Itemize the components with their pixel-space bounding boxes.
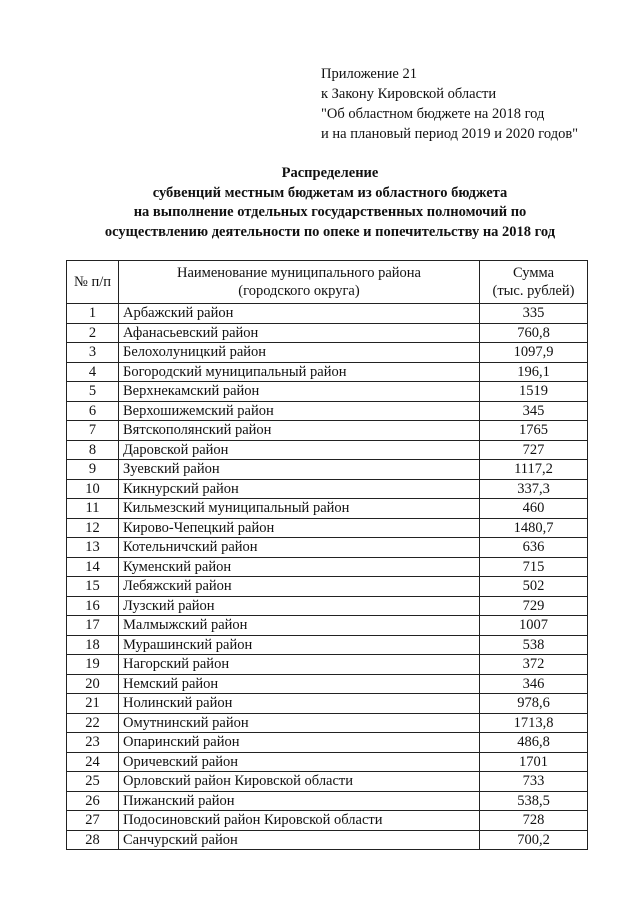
- row-number: 25: [67, 772, 119, 792]
- row-sum-value: 372: [480, 655, 588, 675]
- table-row: [67, 362, 588, 382]
- row-sum-value: 733: [480, 772, 588, 792]
- row-number: 27: [67, 811, 119, 831]
- row-number: 1: [67, 304, 119, 324]
- row-number: 20: [67, 674, 119, 694]
- table-row: [67, 733, 588, 753]
- table-row: [67, 440, 588, 460]
- row-district-name: Лебяжский район: [119, 577, 480, 597]
- row-number: 12: [67, 518, 119, 538]
- table-row: [67, 811, 588, 831]
- row-sum-value: 728: [480, 811, 588, 831]
- row-district-name: Котельничский район: [119, 538, 480, 558]
- row-sum-value: 486,8: [480, 733, 588, 753]
- row-sum-value: 337,3: [480, 479, 588, 499]
- row-sum-value: 760,8: [480, 323, 588, 343]
- row-sum-value: 1765: [480, 421, 588, 441]
- table-row: [67, 557, 588, 577]
- title-line: на выполнение отдельных государственных полномочий по: [133, 204, 527, 220]
- row-number: 22: [67, 713, 119, 733]
- row-sum-value: 978,6: [480, 694, 588, 714]
- row-number: 7: [67, 421, 119, 441]
- row-sum-value: 1007: [480, 616, 588, 636]
- row-district-name: Омутнинский район: [119, 713, 480, 733]
- row-sum-value: 1701: [480, 752, 588, 772]
- row-number: 26: [67, 791, 119, 811]
- table-row: [67, 694, 588, 714]
- appendix-line: к Закону Кировской области: [321, 86, 497, 102]
- row-sum-value: 700,2: [480, 830, 588, 850]
- table-row: [67, 655, 588, 675]
- table-row: [67, 382, 588, 402]
- title-line: осуществлению деятельности по опеке и попечительству на 2018 год: [104, 223, 556, 240]
- header-sum-line1: Сумма: [512, 265, 555, 281]
- table-row: [67, 713, 588, 733]
- row-district-name: Куменский район: [119, 557, 480, 577]
- header-name-line2: (городского округа): [238, 283, 360, 299]
- table-row: [67, 401, 588, 421]
- row-district-name: Опаринский район: [119, 733, 480, 753]
- row-district-name: Кикнурский район: [119, 479, 480, 499]
- row-district-name: Лузский район: [119, 596, 480, 616]
- row-district-name: Кирово-Чепецкий район: [119, 518, 480, 538]
- row-sum-value: 1097,9: [480, 343, 588, 363]
- row-number: 18: [67, 635, 119, 655]
- row-sum-value: 729: [480, 596, 588, 616]
- row-sum-value: 636: [480, 538, 588, 558]
- row-district-name: Богородский муниципальный район: [119, 362, 480, 382]
- row-number: 14: [67, 557, 119, 577]
- row-number: 23: [67, 733, 119, 753]
- table-row: [67, 343, 588, 363]
- row-sum-value: 1713,8: [480, 713, 588, 733]
- row-sum-value: 1480,7: [480, 518, 588, 538]
- table-row: [67, 752, 588, 772]
- document-title: [60, 164, 600, 242]
- header-num: № п/п: [67, 261, 119, 304]
- row-sum-value: 196,1: [480, 362, 588, 382]
- row-number: 17: [67, 616, 119, 636]
- title-line: субвенций местным бюджетам из областного бюджета: [152, 184, 508, 201]
- row-sum-value: 460: [480, 499, 588, 519]
- row-number: 24: [67, 752, 119, 772]
- table-row: [67, 499, 588, 519]
- table-row: [67, 518, 588, 538]
- row-district-name: Нагорский район: [119, 655, 480, 675]
- row-number: 16: [67, 596, 119, 616]
- row-sum-value: 538,5: [480, 791, 588, 811]
- appendix-line: "Об областном бюджете на 2018 год: [321, 106, 545, 122]
- table-row: [67, 577, 588, 597]
- row-district-name: Верхнекамский район: [119, 382, 480, 402]
- row-sum-value: 1117,2: [480, 460, 588, 480]
- row-sum-value: 335: [480, 304, 588, 324]
- row-number: 11: [67, 499, 119, 519]
- appendix-block: [321, 64, 578, 144]
- header-sum: [480, 261, 588, 304]
- row-district-name: Афанасьевский район: [119, 323, 480, 343]
- row-district-name: Малмыжский район: [119, 616, 480, 636]
- row-sum-value: 345: [480, 401, 588, 421]
- table-row: [67, 479, 588, 499]
- row-district-name: Орловский район Кировской области: [119, 772, 480, 792]
- appendix-line: и на плановый период 2019 и 2020 годов": [321, 126, 579, 142]
- row-number: 19: [67, 655, 119, 675]
- table-row: [67, 635, 588, 655]
- row-number: 4: [67, 362, 119, 382]
- title-line: Распределение: [281, 165, 379, 181]
- row-number: 3: [67, 343, 119, 363]
- table-row: [67, 791, 588, 811]
- row-number: 5: [67, 382, 119, 402]
- row-district-name: Мурашинский район: [119, 635, 480, 655]
- appendix-line: Приложение 21: [321, 66, 417, 82]
- row-district-name: Даровской район: [119, 440, 480, 460]
- row-district-name: Пижанский район: [119, 791, 480, 811]
- row-number: 2: [67, 323, 119, 343]
- distribution-table: [66, 260, 588, 850]
- row-number: 6: [67, 401, 119, 421]
- row-number: 10: [67, 479, 119, 499]
- row-sum-value: 1519: [480, 382, 588, 402]
- table-row: [67, 323, 588, 343]
- row-district-name: Верхошижемский район: [119, 401, 480, 421]
- row-district-name: Белохолуницкий район: [119, 343, 480, 363]
- row-district-name: Зуевский район: [119, 460, 480, 480]
- row-district-name: Подосиновский район Кировской области: [119, 811, 480, 831]
- row-sum-value: 502: [480, 577, 588, 597]
- row-number: 9: [67, 460, 119, 480]
- table-row: [67, 830, 588, 850]
- row-district-name: Немский район: [119, 674, 480, 694]
- row-sum-value: 346: [480, 674, 588, 694]
- header-name-line1: Наименование муниципального района: [177, 265, 421, 281]
- table-row: [67, 674, 588, 694]
- row-number: 13: [67, 538, 119, 558]
- table-row: [67, 538, 588, 558]
- row-number: 15: [67, 577, 119, 597]
- row-district-name: Санчурский район: [119, 830, 480, 850]
- table-row: [67, 772, 588, 792]
- row-district-name: Нолинский район: [119, 694, 480, 714]
- row-sum-value: 727: [480, 440, 588, 460]
- table-row: [67, 304, 588, 324]
- header-name: [119, 261, 480, 304]
- table-row: [67, 596, 588, 616]
- table-row: [67, 460, 588, 480]
- row-sum-value: 715: [480, 557, 588, 577]
- row-district-name: Вятскополянский район: [119, 421, 480, 441]
- row-number: 8: [67, 440, 119, 460]
- table-header-row: [67, 261, 588, 304]
- row-district-name: Кильмезский муниципальный район: [119, 499, 480, 519]
- table-row: [67, 616, 588, 636]
- row-number: 28: [67, 830, 119, 850]
- row-district-name: Оричевский район: [119, 752, 480, 772]
- table-row: [67, 421, 588, 441]
- row-number: 21: [67, 694, 119, 714]
- row-district-name: Арбажский район: [119, 304, 480, 324]
- row-sum-value: 538: [480, 635, 588, 655]
- header-sum-line2: (тыс. рублей): [492, 283, 575, 299]
